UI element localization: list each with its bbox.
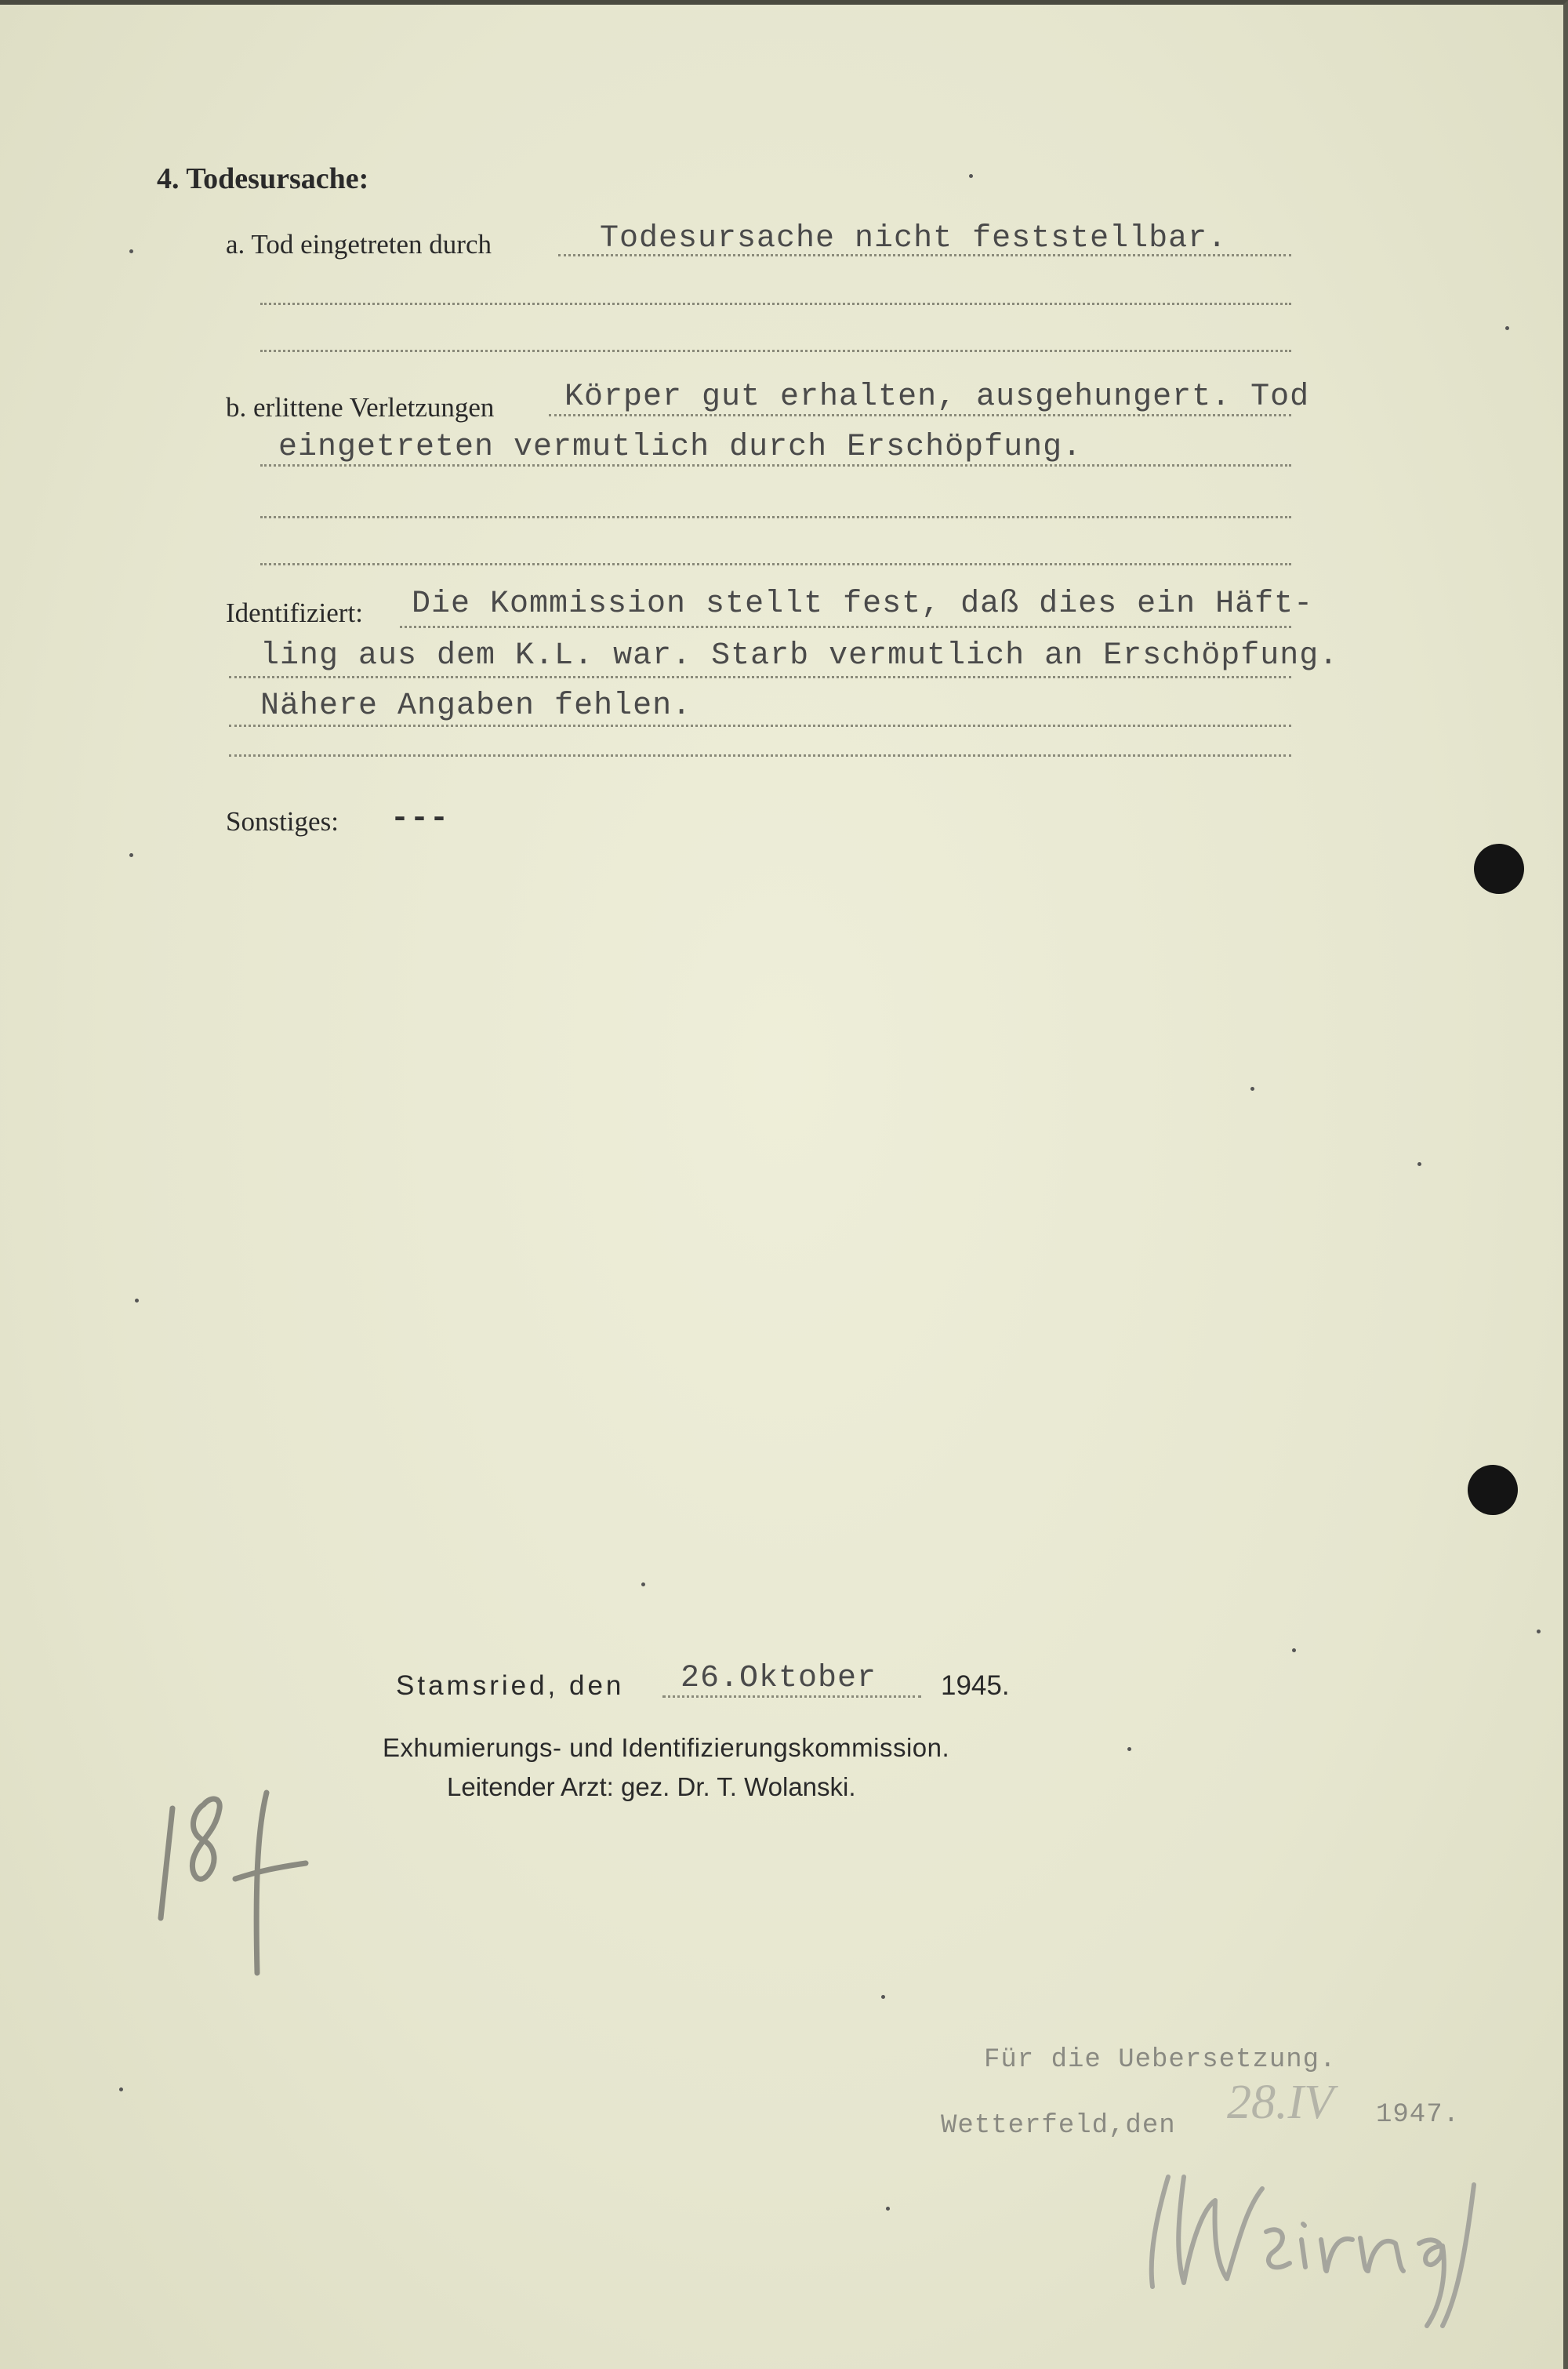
dotted-line — [260, 464, 1291, 467]
other-value: --- — [390, 801, 450, 837]
dotted-line — [400, 626, 1291, 628]
cause-b-value-line1: Körper gut erhalten, ausgehungert. Tod — [564, 380, 1310, 415]
other-label: Sonstiges: — [226, 806, 339, 837]
dust-speck — [1505, 326, 1509, 330]
identification-line2: ling aus dem K.L. war. Starb vermutlich an Erschöpfung. — [260, 638, 1339, 674]
dust-speck — [1537, 1630, 1541, 1633]
dust-speck — [135, 1299, 139, 1303]
translation-note-place: Wetterfeld,den — [941, 2111, 1176, 2141]
dust-speck — [129, 853, 133, 857]
cause-b-value-line2: eingetreten vermutlich durch Erschöpfung. — [278, 430, 1083, 465]
dust-speck — [1250, 1087, 1254, 1091]
translation-note-year: 1947. — [1376, 2100, 1461, 2130]
doctor-name: Leitender Arzt: gez. Dr. T. Wolanski. — [447, 1772, 856, 1801]
punch-hole — [1468, 1465, 1518, 1515]
dust-speck — [1127, 1747, 1131, 1751]
dotted-line — [260, 516, 1291, 518]
dust-speck — [129, 249, 133, 253]
punch-hole — [1474, 844, 1524, 894]
identification-label: Identifiziert: — [226, 598, 363, 628]
identification-line3: Nähere Angaben fehlen. — [260, 689, 692, 724]
dust-speck — [886, 2207, 890, 2211]
dust-speck — [1417, 1162, 1421, 1166]
commission-name: Exhumierungs- und Identifizierungskommission. — [383, 1733, 950, 1762]
signature-place: Stamsried, den — [396, 1670, 625, 1701]
identification-line1: Die Kommission stellt fest, daß dies ein Häft- — [412, 587, 1314, 622]
cause-a-label: a. Tod eingetreten durch — [226, 229, 492, 260]
dotted-line — [229, 754, 1291, 757]
dotted-line — [549, 414, 1291, 416]
dust-speck — [969, 174, 973, 178]
dotted-line — [229, 676, 1291, 678]
handwritten-signature — [1129, 2153, 1497, 2334]
translation-note-date: 28.IV — [1227, 2076, 1334, 2129]
dotted-line — [260, 350, 1291, 352]
dust-speck — [119, 2087, 123, 2091]
signature-year: 1945. — [941, 1670, 1010, 1701]
translation-note-line1: Für die Uebersetzung. — [984, 2045, 1337, 2075]
dust-speck — [1292, 1648, 1296, 1652]
dotted-line — [558, 254, 1291, 256]
dust-speck — [641, 1582, 645, 1586]
dotted-line — [662, 1695, 921, 1698]
cause-a-value: Todesursache nicht feststellbar. — [600, 221, 1228, 256]
dotted-line — [229, 725, 1291, 727]
signature-date: 26.Oktober — [681, 1661, 877, 1696]
dust-speck — [881, 1995, 885, 1999]
dotted-line — [260, 563, 1291, 565]
section-heading: 4. Todesursache: — [157, 162, 369, 195]
cause-b-label: b. erlittene Verletzungen — [226, 392, 495, 423]
dotted-line — [260, 303, 1291, 305]
margin-number-handwriting — [149, 1777, 321, 1989]
